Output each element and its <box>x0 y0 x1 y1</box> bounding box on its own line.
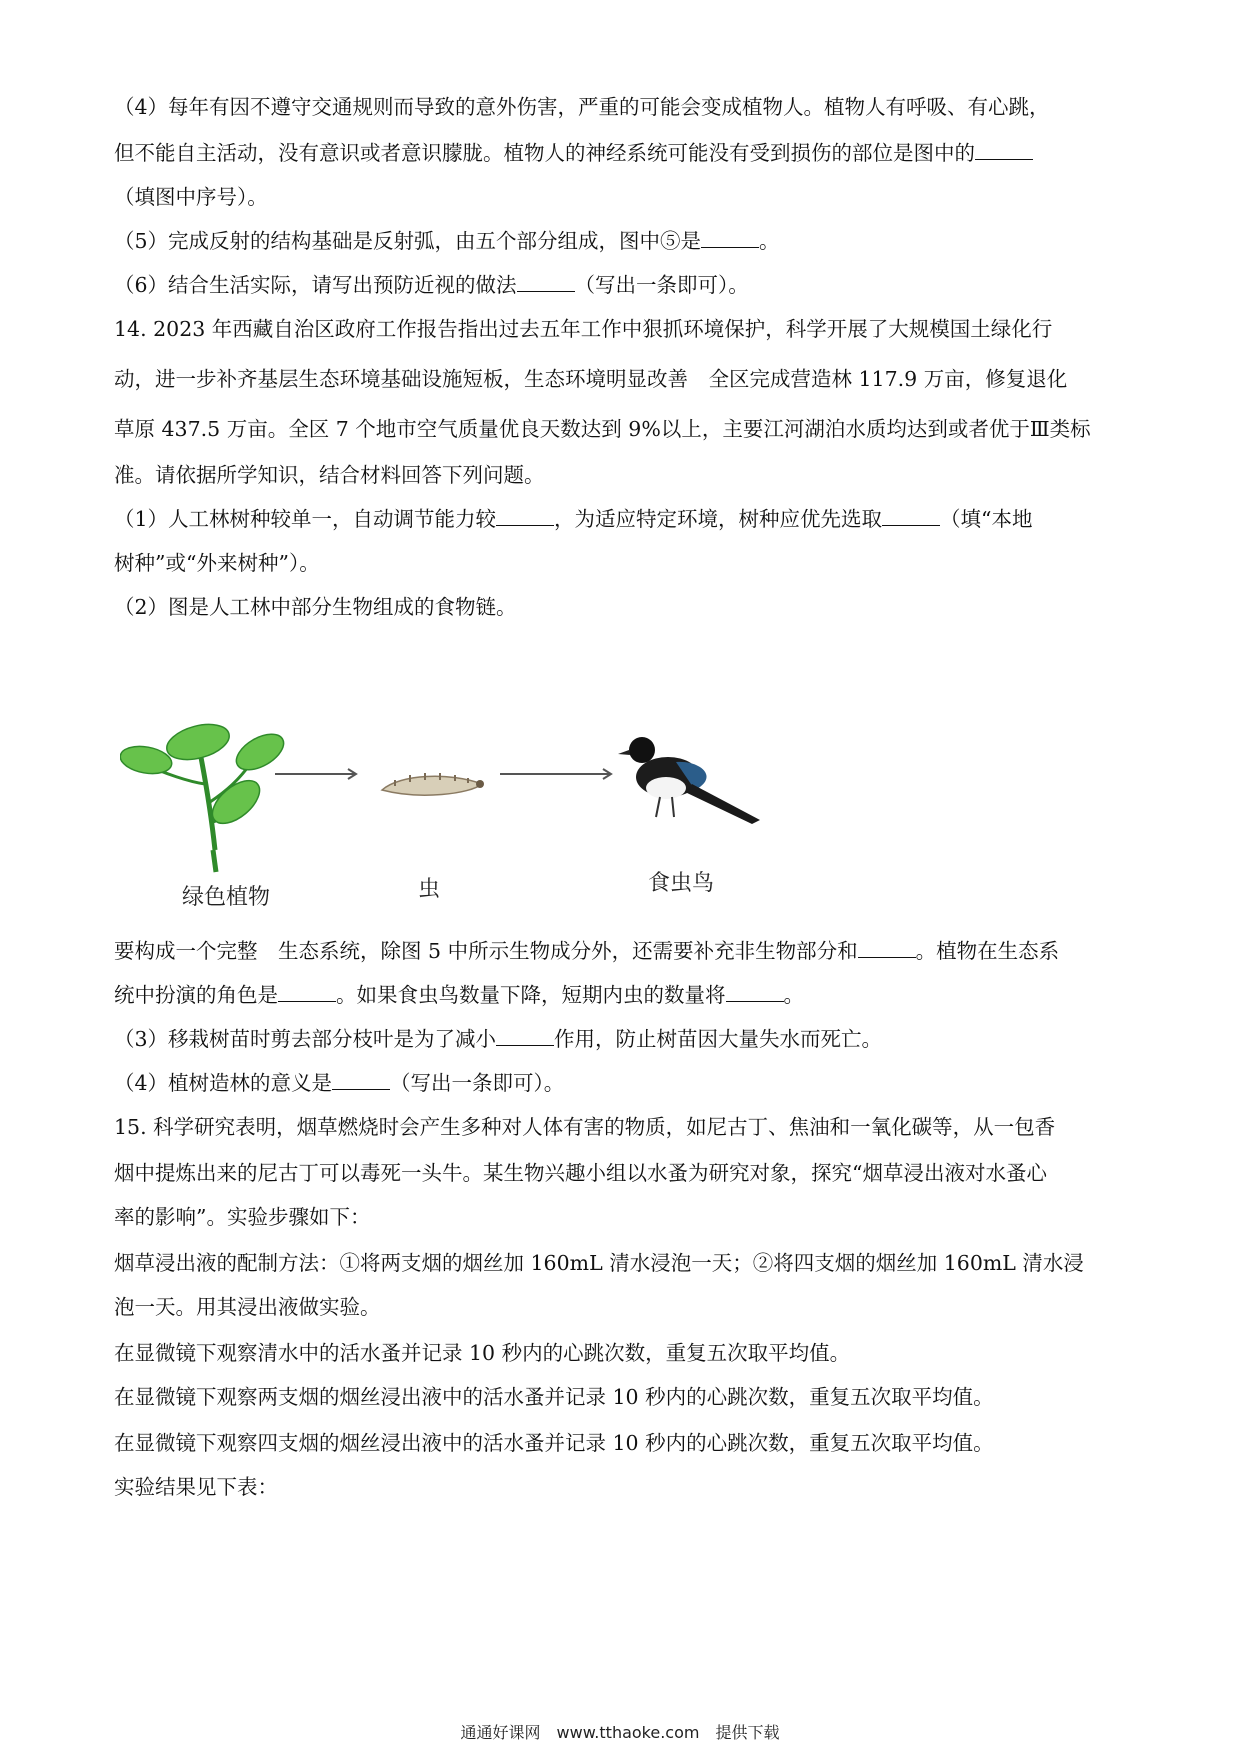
q14-part4-text-a: （4）植树造林的意义是 <box>114 1071 333 1095</box>
q15-line2: 烟中提炼出来的尼古丁可以毒死一头牛。某生物兴趣小组以水蚤为研究对象，探究“烟草浸出液对水蚤心 <box>114 1161 1047 1185</box>
q15-line6: 在显微镜下观察清水中的活水蚤并记录 10 秒内的心跳次数，重复五次取平均值。 <box>114 1341 851 1365</box>
arrow-icon <box>275 769 356 779</box>
q13-part6-text: （6）结合生活实际，请写出预防近视的做法 <box>114 273 517 297</box>
q13-part5-text: （5）完成反射的结构基础是反射弧，由五个部分组成，图中⑤是 <box>114 229 702 253</box>
q14-part2b-text-d: 。如果食虫鸟数量下降，短期内虫的数量将 <box>336 983 726 1007</box>
q14-part3 <box>114 1024 882 1054</box>
q14-part2-text: （2）图是人工林中部分生物组成的食物链。 <box>114 595 517 619</box>
q14-intro-line3: 草原 437.5 万亩。全区 7 个地市空气质量优良天数达到 9%以上，主要江河湖泊水质均达到或者优于Ⅲ类标 <box>114 417 1091 441</box>
answer-blank[interactable] <box>858 939 916 958</box>
answer-blank[interactable] <box>278 983 336 1002</box>
answer-blank[interactable] <box>975 141 1033 160</box>
plant-label: 绿色植物 <box>182 885 271 910</box>
insect-label: 虫 <box>418 877 441 902</box>
q13-part4-line2 <box>114 138 1033 168</box>
answer-blank[interactable] <box>701 229 759 248</box>
q14-part4 <box>114 1068 564 1098</box>
q14-part1-line2: 树种”或“外来树种”）。 <box>114 551 320 575</box>
q14-part2b-line1 <box>114 936 1059 966</box>
q15-line8: 在显微镜下观察四支烟的烟丝浸出液中的活水蚤并记录 10 秒内的心跳次数，重复五次取平均值。 <box>114 1431 994 1455</box>
q13-part6 <box>114 270 749 300</box>
q14-intro-line1: 14. 2023 年西藏自治区政府工作报告指出过去五年工作中狠抓环境保护，科学开展了大规模国土绿化行 <box>114 317 1053 341</box>
q15-line1: 15. 科学研究表明，烟草燃烧时会产生多种对人体有害的物质，如尼古丁、焦油和一氧化碳等，从一包香 <box>114 1115 1056 1139</box>
answer-blank[interactable] <box>496 507 554 526</box>
arrow-icon <box>500 769 611 779</box>
q14-part1-line1 <box>114 504 1033 534</box>
q15-line5: 泡一天。用其浸出液做实验。 <box>114 1295 381 1319</box>
answer-blank[interactable] <box>496 1027 554 1046</box>
answer-blank[interactable] <box>882 507 940 526</box>
q14-part1-text-b: ，为适应特定环境，树种应优先选取 <box>554 507 883 531</box>
q14-part2b-text-a: 要构成一个完整 生态系统，除图 5 中所示生物成分外，还需要补充非生物部分和 <box>114 939 858 963</box>
q14-part2b-text-e: 。 <box>783 983 804 1007</box>
q14-part2b-line2 <box>114 980 804 1010</box>
green-plant-icon <box>120 722 290 872</box>
q13-part6-end: （写出一条即可）。 <box>574 273 749 297</box>
q14-part3-text-b: 作用，防止树苗因大量失水而死亡。 <box>554 1027 883 1051</box>
answer-blank[interactable] <box>726 983 784 1002</box>
q13-part4-line3: （填图中序号）。 <box>114 185 268 209</box>
q13-part4-line1: （4）每年有因不遵守交通规则而导致的意外伤害，严重的可能会变成植物人。植物人有呼吸、有心跳， <box>114 95 1050 119</box>
q13-part5-end: 。 <box>759 229 780 253</box>
q14-part1-text-a: （1）人工林树种较单一，自动调节能力较 <box>114 507 497 531</box>
q14-part2b-text-b: 。植物在生态系 <box>915 939 1060 963</box>
q14-part4-text-b: （写出一条即可）。 <box>390 1071 565 1095</box>
answer-blank[interactable] <box>517 273 575 292</box>
q14-intro-line2: 动，进一步补齐基层生态环境基础设施短板，生态环境明显改善 全区完成营造林 117.9 万亩，修复退化 <box>114 367 1068 391</box>
answer-blank[interactable] <box>332 1071 390 1090</box>
page-footer: 通通好课网 www.tthaoke.com 提供下载 <box>460 1723 780 1742</box>
q14-intro-line4: 准。请依据所学知识，结合材料回答下列问题。 <box>114 463 545 487</box>
q15-line7: 在显微镜下观察两支烟的烟丝浸出液中的活水蚤并记录 10 秒内的心跳次数，重复五次取平均值。 <box>114 1385 994 1409</box>
insectivorous-bird-icon <box>618 737 760 824</box>
q14-part3-text-a: （3）移栽树苗时剪去部分枝叶是为了减小 <box>114 1027 497 1051</box>
q14-part1-text-c: （填“本地 <box>940 507 1033 531</box>
caterpillar-icon <box>382 773 484 795</box>
q13-part5 <box>114 226 780 256</box>
q13-part4-text: 但不能自主活动，没有意识或者意识朦胧。植物人的神经系统可能没有受到损伤的部位是图中的 <box>114 141 975 165</box>
q15-line3: 率的影响”。实验步骤如下： <box>114 1205 371 1229</box>
q15-line4: 烟草浸出液的配制方法：①将两支烟的烟丝加 160mL 清水浸泡一天；②将四支烟的烟丝加 160mL 清水浸 <box>114 1251 1084 1275</box>
q14-part2b-text-c: 统中扮演的角色是 <box>114 983 278 1007</box>
bird-label: 食虫鸟 <box>648 871 715 896</box>
q15-line9: 实验结果见下表： <box>114 1475 278 1499</box>
